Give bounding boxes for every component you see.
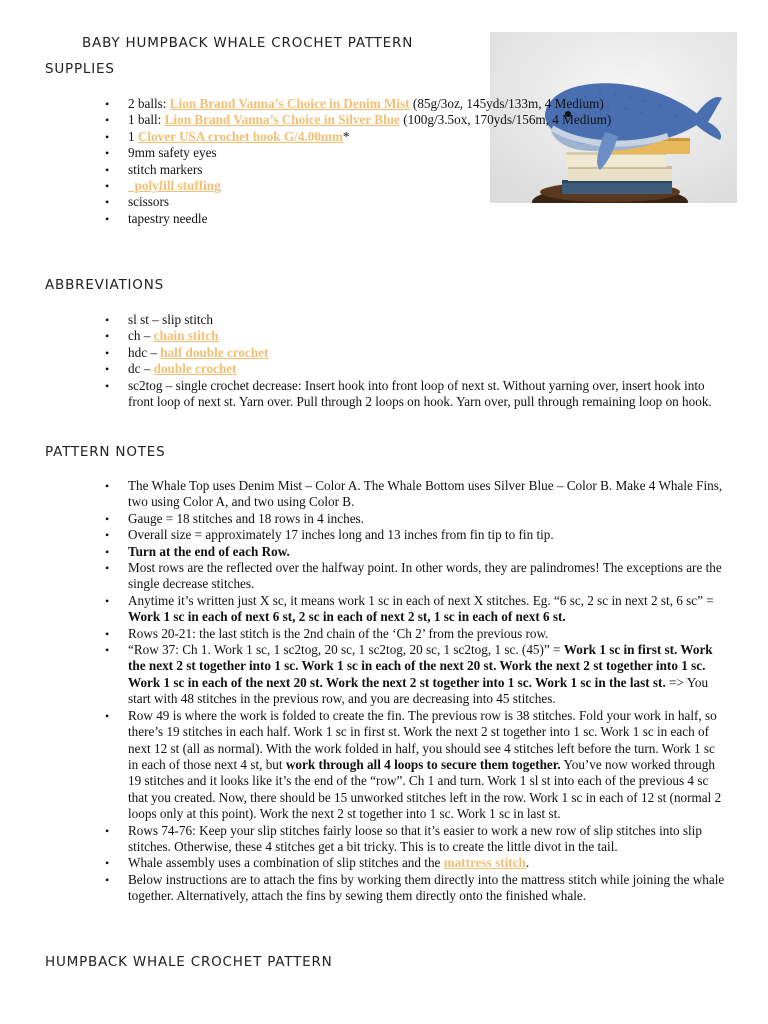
- chain-stitch-link[interactable]: chain stitch: [153, 328, 219, 344]
- supplies-heading: SUPPLIES: [45, 61, 115, 77]
- supplies-list: [0, 96, 728, 227]
- list-item: • Gauge = 18 stitches and 18 rows in 4 inches.: [0, 511, 728, 527]
- list-item: • Anytime it’s written just X sc, it means work 1 sc in each of next X stitches. Eg. “6 sc, 2 sc in next 2 st, 6 sc” = Work 1 sc in each of next 6 st, 2 sc in each of next 2 st, 1 sc in each of next 6 st.: [0, 593, 728, 626]
- list-item: • 1 ball: Lion Brand Vanna’s Choice in Silver Blue (100g/3.5ox, 170yds/156m, 4 Medium): [0, 112, 728, 128]
- pattern-notes-heading: PATTERN NOTES: [45, 444, 166, 460]
- list-item: • sc2tog – single crochet decrease: Insert hook into front loop of next st. Without yarning over, insert hook into front loop of next st. Yarn over. Pull through 2 loops on hook. Yarn over, pull through remaining loop on hook.: [0, 378, 728, 411]
- list-item: • Rows 74-76: Keep your slip stitches fairly loose so that it’s easier to work a new row of slip stitches into slip stitches. Otherwise, these 4 stitches get a bit tricky. This is to create the little divot in the tail.: [0, 823, 728, 856]
- abbreviations-heading: ABBREVIATIONS: [45, 277, 164, 293]
- half-double-crochet-link[interactable]: half double crochet: [160, 344, 269, 360]
- list-item: • Row 49 is where the work is folded to create the fin. The previous row is 38 stitches. Fold your work in half, so there’s 19 stitches in each half. Work 1 sc in first st. Work the next 2 st together into 1 sc. Work 1 sc in each of next 12 st (all as normal). With the work folded in half, you should see 4 stitches left before the turn. Work 1 sc in each of those next 4 st, but work through all 4 loops to secure them together. You’ve now worked through 19 stitches and it looks like it’s the end of the “row”. Ch 1 and turn. Work 1 sl st into each of the previous 4 sc that you created. Now, there should be 15 unworked stitches left in the row. Work 1 sc in each of 12 st (normal 2 loops only at this point). Work the next 2 st together into 1 sc. Work 1 sc in last st.: [0, 708, 728, 823]
- list-item: • Below instructions are to attach the fins by working them directly into the mattress stitch while joining the whale together. Alternatively, attach the fins by sewing them directly onto the finished whale.: [0, 872, 728, 905]
- list-item: • 9mm safety eyes: [0, 145, 728, 161]
- pattern-notes-list: [0, 478, 728, 905]
- silver-blue-link[interactable]: Lion Brand Vanna’s Choice in Silver Blue: [164, 112, 400, 128]
- list-item: • ch – chain stitch: [0, 328, 728, 344]
- list-item: • hdc – half double crochet: [0, 345, 728, 361]
- list-item: • dc – double crochet: [0, 361, 728, 377]
- double-crochet-link[interactable]: double crochet: [153, 361, 237, 377]
- list-item: • stitch markers: [0, 162, 728, 178]
- list-item: • scissors: [0, 194, 728, 210]
- pattern-heading: HUMPBACK WHALE CROCHET PATTERN: [45, 954, 333, 970]
- list-item: [0, 178, 728, 194]
- mattress-stitch-link[interactable]: mattress stitch: [443, 855, 526, 871]
- list-item: • sl st – slip stitch: [0, 312, 728, 328]
- list-item: • 2 balls: Lion Brand Vanna’s Choice in Denim Mist (85g/3oz, 145yds/133m, 4 Medium): [0, 96, 728, 112]
- list-item: • Whale assembly uses a combination of slip stitches and the mattress stitch.: [0, 855, 728, 871]
- list-item: • Most rows are the reflected over the halfway point. In other words, they are palindromes! The exceptions are the single decrease stitches.: [0, 560, 728, 593]
- list-item: • tapestry needle: [0, 211, 728, 227]
- list-item: • Rows 20-21: the last stitch is the 2nd chain of the ‘Ch 2’ from the previous row.: [0, 626, 728, 642]
- list-item: • The Whale Top uses Denim Mist – Color A. The Whale Bottom uses Silver Blue – Color B. Make 4 Whale Fins, two using Color A, and two using Color B.: [0, 478, 728, 511]
- list-item: • Overall size = approximately 17 inches long and 13 inches from fin tip to fin tip.: [0, 527, 728, 543]
- list-item: • “Row 37: Ch 1. Work 1 sc, 1 sc2tog, 20 sc, 1 sc2tog, 20 sc, 1 sc2tog, 1 sc. (45)” = Work 1 sc in first st. Work the next 2 st together into 1 sc. Work 1 sc in each of the next 20 st. Work the next 2 st together into 1 sc. Work 1 sc in each of the next 20 st. Work the next 2 st together into 1 sc. Work 1 sc in the last st. => You start with 48 stitches in the previous row, and you are decreasing into 45 stitches.: [0, 642, 728, 708]
- abbreviations-list: [0, 312, 728, 410]
- polyfill-link[interactable]: polyfill stuffing: [128, 178, 221, 194]
- denim-mist-link[interactable]: Lion Brand Vanna’s Choice in Denim Mist: [169, 96, 410, 111]
- crochet-hook-link[interactable]: Clover USA crochet hook G/4.00mm: [137, 128, 343, 144]
- page-title: BABY HUMPBACK WHALE CROCHET PATTERN: [82, 35, 414, 51]
- list-item: • Turn at the end of each Row.: [0, 544, 728, 560]
- list-item: • 1 Clover USA crochet hook G/4.00mm*: [0, 129, 728, 145]
